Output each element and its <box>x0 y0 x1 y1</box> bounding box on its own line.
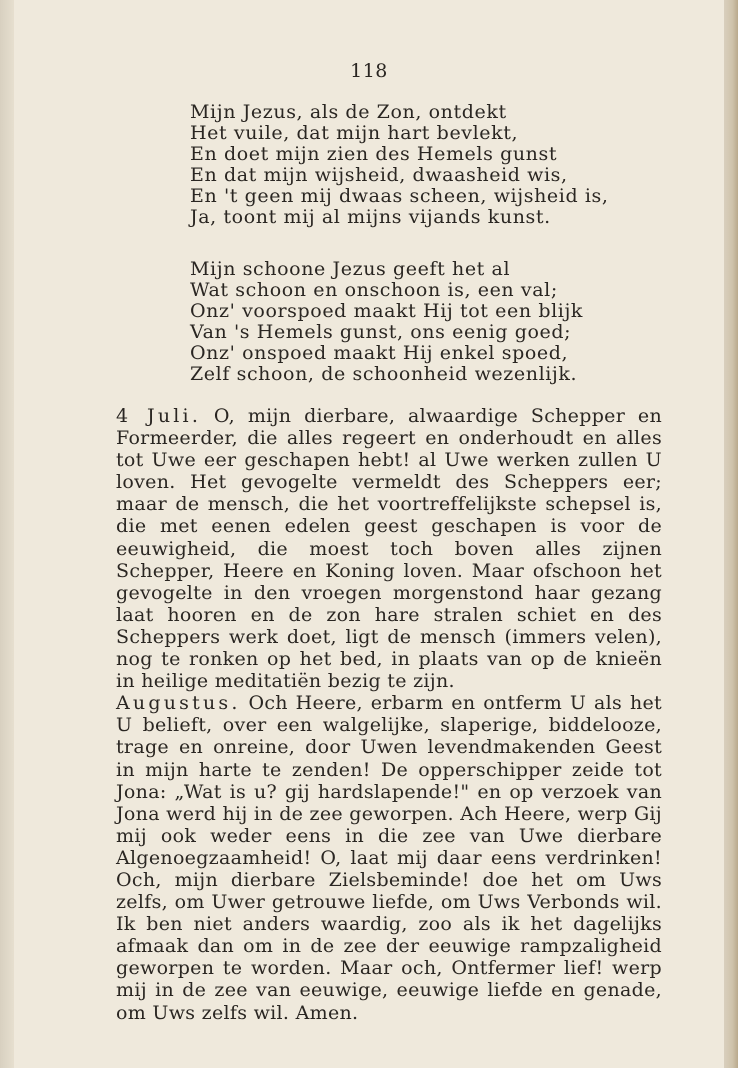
page-left-edge <box>0 0 14 1068</box>
poem-line: Mijn Jezus, als de Zon, ontdekt <box>190 101 507 123</box>
page-number: 118 <box>350 60 388 82</box>
poem-line: En doet mijn zien des Hemels gunst <box>190 143 558 165</box>
poem-line: Wat schoon en onschoon is, een val; <box>190 279 558 301</box>
poem-line: Van 's Hemels gunst, ons eenig goed; <box>190 321 572 343</box>
poem-line: Mijn schoone Jezus geeft het al <box>190 258 511 280</box>
poem-stanza-2 <box>190 259 630 385</box>
paragraph-text: O, mijn dierbare, alwaardige Schepper en Formeerder, die alles regeert en onderhoudt en alles tot Uwe eer geschapen hebt! al Uwe werken zullen U loven. Het gevogelte vermeldt des Scheppers eer; maar de mensch, die het voortreffelijkste schepsel is, die met eenen edelen geest geschapen is voor de eeuwigheid, die moest toch boven alles zijnen Schepper, Heere en Koning loven. Maar ofschoon het gevogelte in den vroegen morgenstond haar gezang laat hooren en de zon hare stralen schiet en des Scheppers werk doet, ligt de mensch (immers velen), nog te ronken op het bed, in plaats van op de knieën in heilige meditatiën bezig te zijn. <box>116 405 662 693</box>
date-label: 4 Juli. <box>116 405 202 427</box>
poem-line: Onz' onspoed maakt Hij enkel spoed, <box>190 342 569 364</box>
poem-line: Onz' voorspoed maakt Hij tot een blijk <box>190 300 584 322</box>
poem-line: Het vuile, dat mijn hart bevlekt, <box>190 122 519 144</box>
poem-line: Zelf schoon, de schoonheid wezenlijk. <box>190 363 578 385</box>
prose-body <box>116 405 662 1024</box>
poem-line: En dat mijn wijsheid, dwaasheid wis, <box>190 164 568 186</box>
paragraph-augustus <box>116 692 662 1023</box>
page-right-edge <box>724 0 738 1068</box>
paragraph-text: Och Heere, erbarm en ontferm U als het U belieft, over een walgelijke, slaperige, biddelooze, trage en onreine, door Uwen levendmakenden Geest in mijn harte te zenden! De opperschipper zeide tot Jona: „Wat is u? gij hardslapende!" en op verzoek van Jona werd hij in de zee geworpen. Ach Heere, werp Gij mij ook weder eens in die zee van Uwe dierbare Algenoegzaamheid! O, laat mij daar eens verdrinken! Och, mijn dierbare Zielsbeminde! doe het om Uws zelfs, om Uwer getrouwe liefde, om Uws Verbonds wil. Ik ben niet anders waardig, zoo als ik het dagelijks afmaak dan om in de zee der eeuwige rampzaligheid geworpen te worden. Maar och, Ontfermer lief! werp mij in de zee van eeuwige, eeuwige liefde en genade, om Uws zelfs wil. Amen. <box>116 692 662 1024</box>
paragraph-4-juli <box>116 405 662 692</box>
poem-stanza-1 <box>190 102 630 228</box>
date-label: Augustus. <box>116 692 241 715</box>
poem-line: Ja, toont mij al mijns vijands kunst. <box>190 206 551 228</box>
poem-line: En 't geen mij dwaas scheen, wijsheid is, <box>190 185 609 207</box>
